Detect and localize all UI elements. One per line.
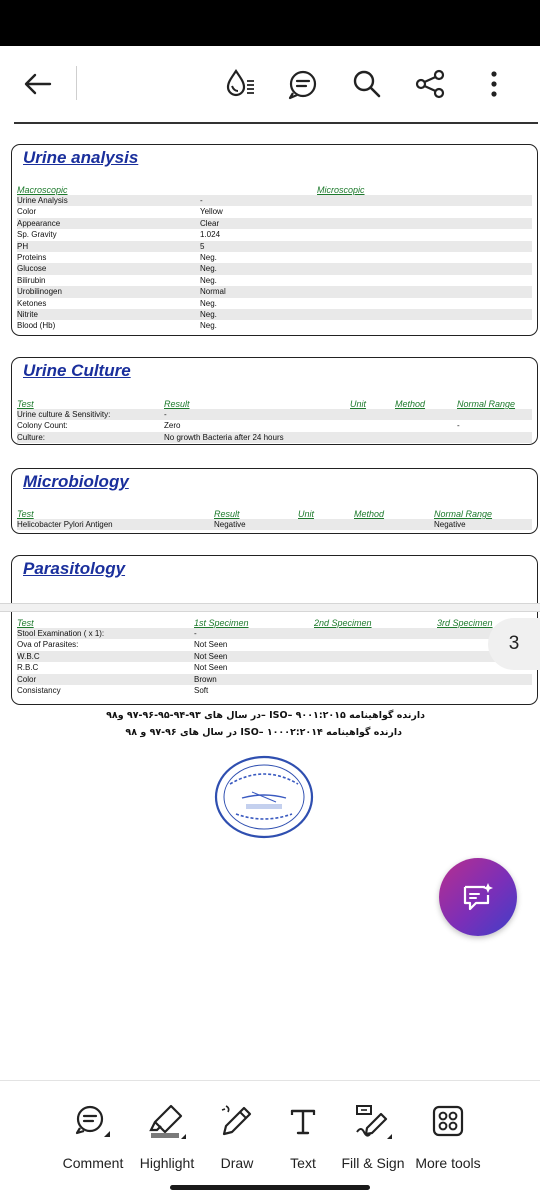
table-row [17,298,532,309]
toolbar-divider [76,66,77,100]
tool-label: Draw [220,1155,254,1171]
iso-certificate-line-2: دارنده گواهینامه ISO– ۱۰۰۰۲:۲۰۱۴ در سال های ۹۶-۹۷ و ۹۸ [125,727,402,738]
test-value: Neg. [200,253,217,262]
col-test: Test [17,618,34,628]
tool-label: Fill & Sign [341,1155,405,1171]
text-t-icon [283,1101,323,1141]
test-name: Proteins [17,253,47,262]
section-title: Urine analysis [23,148,139,167]
tool-label: More tools [415,1155,481,1171]
top-toolbar [0,46,540,122]
microscopic-header: Microscopic [317,185,365,195]
col-2nd-specimen: 2nd Specimen [314,618,372,628]
section-title: Urine Culture [23,361,131,380]
test-result: No growth Bacteria after 24 hours [164,432,284,442]
ai-assistant-button[interactable] [439,858,517,936]
share-icon[interactable] [412,66,448,102]
more-tools-grid-icon [428,1101,468,1141]
read-aloud-icon[interactable] [222,66,258,102]
table-row [17,409,532,420]
test-name: Urobilinogen [17,287,62,297]
col-1st-specimen: 1st Specimen [194,618,249,628]
table-row [17,432,532,443]
test-name: Stool Examination ( x 1): [17,629,105,638]
bottom-toolbar [0,1080,540,1200]
table-row [17,263,532,274]
tool-label: Text [290,1155,316,1171]
test-name: Culture: [17,432,46,442]
col-test: Test [17,509,34,519]
test-value: Neg. [200,298,217,308]
col-method: Method [395,399,426,409]
tool-label: Comment [62,1155,124,1171]
table-row [17,662,532,673]
urine-analysis-section [11,144,538,336]
test-value: Neg. [200,310,217,319]
test-name: Bilirubin [17,275,46,285]
parasitology-section-body [11,613,538,705]
microbiology-section [11,468,538,534]
test-name: PH [17,241,29,251]
test-name: Colony Count: [17,421,68,431]
table-row [17,628,532,639]
test-name: Ova of Parasites: [17,640,79,650]
pdf-document-view[interactable] [0,122,540,1080]
page-number-indicator[interactable]: 3 [488,618,540,670]
table-row [17,674,532,685]
test-name: R.B.C [17,663,39,673]
table-row [17,651,532,662]
draw-tool[interactable] [217,1101,257,1171]
test-name: Color [17,207,37,217]
test-value: 5 [200,241,205,251]
test-name: Urine culture & Sensitivity: [17,410,111,419]
specimen-1-result: Not Seen [194,651,228,661]
table-row [17,218,532,229]
status-bar [0,0,540,46]
table-row [17,286,532,297]
macroscopic-header: Macroscopic [17,185,68,195]
normal-range: Negative [434,520,466,529]
col-unit: Unit [298,509,315,519]
test-value: - [200,196,203,205]
more-vertical-icon[interactable] [476,66,512,102]
more-tools[interactable] [414,1101,482,1171]
home-indicator[interactable] [170,1185,370,1190]
table-row [17,252,532,263]
specimen-1-result: Not Seen [194,663,228,673]
table-row [17,309,532,320]
col-unit: Unit [350,399,367,409]
search-icon[interactable] [349,66,385,102]
section-title: Microbiology [23,472,129,491]
col-result: Result [164,399,190,409]
section-title: Parasitology [23,559,126,578]
page-break [0,603,540,612]
test-value: Yellow [200,207,223,217]
test-name: Sp. Gravity [17,230,57,240]
test-name: Appearance [17,218,61,228]
test-result: - [164,410,167,419]
test-name: Glucose [17,264,47,274]
table-row [17,420,532,431]
test-value: 1.024 [200,230,221,240]
table-row [17,639,532,650]
test-name: Blood (Hb) [17,321,56,331]
comment-search-icon[interactable] [285,66,321,102]
specimen-1-result: Soft [194,686,209,695]
specimen-1-result: Brown [194,674,217,684]
col-3rd-specimen: 3rd Specimen [437,618,493,628]
col-result: Result [214,509,240,519]
test-name: Color [17,674,37,684]
test-result: Zero [164,421,181,431]
specimen-1-result: Not Seen [194,640,228,650]
col-method: Method [354,509,385,519]
table-row [17,320,532,331]
test-value: Neg. [200,321,217,331]
table-row [17,229,532,240]
table-row [17,685,532,696]
test-value: Normal [200,287,226,297]
col-test: Test [17,399,34,409]
highlighter-icon [147,1101,187,1141]
table-row [17,206,532,217]
test-result: Negative [214,520,246,529]
page-top-rule [14,122,538,124]
col-normal-range: Normal Range [434,509,493,519]
test-name: Ketones [17,298,47,308]
test-name: Helicobacter Pylori Antigen [17,520,113,529]
text-tool[interactable] [283,1101,323,1171]
comment-icon [73,1101,113,1141]
iso-certificate-line-1: دارنده گواهینامه ISO– ۹۰۰۱:۲۰۱۵ –در سال های ۹۳-۹۴-۹۵-۹۶-۹۷ و۹۸ [106,710,425,721]
specimen-1-result: - [194,629,197,638]
table-row [17,519,532,530]
highlight-tool[interactable] [139,1101,195,1171]
tool-label: Highlight [139,1155,195,1171]
back-arrow-icon[interactable] [20,66,56,102]
test-value: Clear [200,218,220,228]
test-name: Urine Analysis [17,196,68,205]
col-normal-range: Normal Range [457,399,516,409]
draw-pen-icon [217,1101,257,1141]
test-name: Consistancy [17,686,61,695]
test-value: Neg. [200,264,217,274]
fill-sign-icon [353,1101,393,1141]
urine-culture-section [11,357,538,445]
fill-sign-tool[interactable] [341,1101,405,1171]
table-row [17,195,532,206]
normal-range: - [457,421,460,431]
lab-stamp-seal [212,752,316,847]
test-name: W.B.C [17,651,40,661]
test-value: Neg. [200,275,217,285]
table-row [17,275,532,286]
test-name: Nitrite [17,310,38,319]
table-row [17,241,532,252]
comment-tool[interactable] [62,1101,124,1171]
